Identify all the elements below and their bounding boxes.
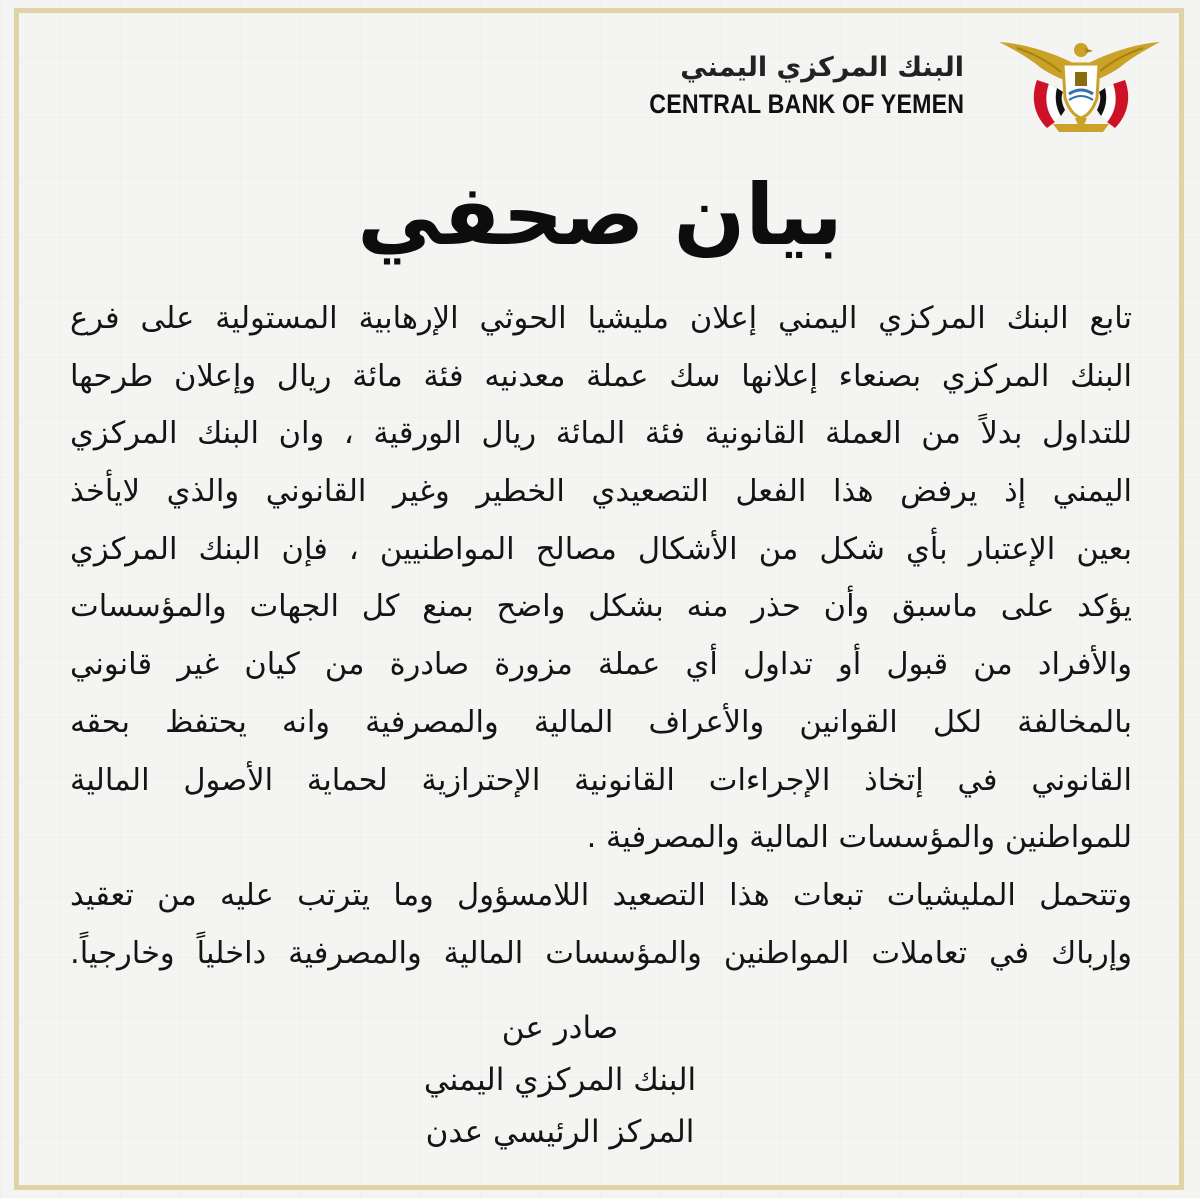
logo-english-name: CENTRAL BANK OF YEMEN: [649, 89, 964, 119]
body-line: بعين الإعتبار بأي شكل من الأشكال مصالح المواطنيين ، فإن البنك المركزي: [70, 531, 1132, 567]
body-line: وتتحمل المليشيات تبعات هذا التصعيد اللامسؤول وما يترتب عليه من تعقيد: [70, 877, 1132, 913]
page-title: بيان صحفي: [357, 166, 843, 264]
signature-block: [360, 1002, 760, 1158]
logo-arabic-name: البنك المركزي اليمني: [680, 52, 964, 83]
body-line: بالمخالفة لكل القوانين والأعراف المالية والمصرفية وانه يحتفظ بحقه: [70, 704, 1132, 740]
body-line: والأفراد من قبول أو تداول أي عملة مزورة صادرة من كيان غير قانوني: [70, 647, 1132, 683]
issued-by: صادر عن: [501, 1010, 619, 1046]
body-line: وإرباك في تعاملات المواطنين والمؤسسات المالية والمصرفية داخلياً وخارجياً.: [70, 935, 1132, 971]
issuer-office: المركز الرئيسي عدن: [425, 1114, 695, 1150]
body-line: البنك المركزي بصنعاء إعلانها سك عملة معدنيه فئة مائة ريال وإعلان طرحها: [70, 358, 1132, 394]
body-line: اليمني إذ يرفض هذا الفعل التصعيدي الخطير وغير القانوني والذي لايأخذ: [70, 474, 1132, 510]
body-line: للتداول بدلاً من العملة القانونية فئة المائة ريال الورقية ، وان البنك المركزي: [70, 416, 1132, 452]
body-line: يؤكد على ماسبق وأن حذر منه بشكل واضح بمنع كل الجهات والمؤسسات: [70, 589, 1132, 625]
logo-text: [598, 50, 964, 120]
statement-body: [70, 290, 1132, 982]
yemen-eagle-emblem-icon: [997, 36, 1162, 136]
body-line: تابع البنك المركزي اليمني إعلان مليشيا الحوثي الإرهابية المستولية على فرع: [70, 301, 1132, 336]
central-bank-logo: [649, 36, 1162, 136]
body-line: القانوني في إتخاذ الإجراءات القانونية الإحترازية لحماية الأصول المالية: [70, 762, 1132, 798]
issuer-bank-name: البنك المركزي اليمني: [423, 1062, 697, 1098]
body-line: للمواطنين والمؤسسات المالية والمصرفية .: [586, 820, 1132, 856]
